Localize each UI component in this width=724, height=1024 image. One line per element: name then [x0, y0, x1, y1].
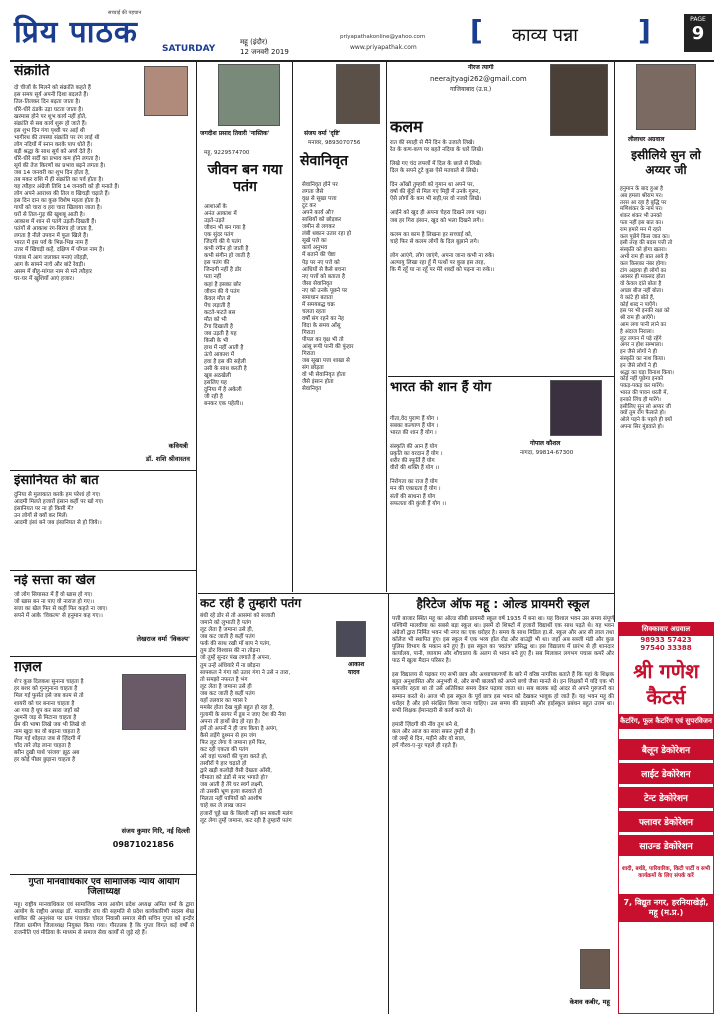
- sevanivrat-location: मनावर, 9893070756: [308, 140, 361, 146]
- sevanivrat-author: संजय वर्मा 'दृष्टि': [304, 130, 341, 137]
- jeevan-article: [200, 64, 290, 592]
- logo: प्रिय पाठक: [14, 15, 138, 50]
- ad-contact-name: सिक्कावार अग्रवाल: [619, 623, 713, 636]
- author-photo: [122, 674, 186, 730]
- sankranti-credit: कवियत्री: [168, 442, 188, 450]
- catering-ad: [618, 622, 714, 1014]
- patang-title: कट रही है तुम्हारी पतंग: [200, 597, 302, 610]
- ghazal-author: संजय कुमार गिरि, नई दिल्ली: [121, 827, 190, 835]
- ad-brand: श्री गणेश कैटर्स: [633, 659, 699, 709]
- ad-line-3: लाईट डेकोरेशन: [619, 763, 713, 784]
- heritage-title: हैरिटेज ऑफ महू : ओल्ड प्रायमरी स्कूल: [416, 597, 590, 611]
- isliye-article: [618, 64, 714, 624]
- ghazal-title: ग़ज़ल: [14, 660, 42, 675]
- kalam-article: [390, 64, 612, 376]
- kalam-body: रात की स्याही से मैंने दिन के उजाले लिखे। रेत के कण-कण पर बहते नदिया के धारे लिखे। लिखे गए चंद लफ्जों में दिल के छाले से लिखे। दिल के सपने टूटे कुछ ऐसे मतवाले से लिखे। दिन आँखों तुम्हारी को गुमान था अपने पर, वर्षा की बूँदों से मिल गए मिट्टी में उनके गुरूर, ऐसे लोगों के कम भी सही,पर वो नजारे लिखे। आईने को खुद ही अपना चेहरा दिखने लगा भद्दा। जब हर गिरा इंसान, खुद को भला दिखने लगे।। कलम का काम है लिखना हर सच्चाई को, चाहे फिर से कलम लोगों के दिल बुझाने लगे। लोग आएंगे, लोग जाएंगे, अपना जाना कभी ना रुके। अल्पायु लिखा रहा हूँ मैं पत्थों पर कुछ इस तरह, कि मैं रहूँ या ना रहूँ पर मेरे शब्दों को पढ़ना ना रुके।।: [390, 140, 495, 273]
- day: SATURDAY: [162, 44, 216, 54]
- gupta-article: [14, 878, 194, 1012]
- isliye-body: हनुमान के बाद हुआ है अब हमला श्रीराम पर। तरस आ रहा है बुद्धि पर मणिशंकर के नाम पर। शंकर शंकर भी उनको पता नहीं इस बात का। राम हमारे मन में रहते कल पूछेंगे किस जात का। इसी तरह की बदस पत्ती तो संस्कृति को होगा खतरा। अभी राम ही बात आये है कल किसका नंबर होगा। टांग अड़ाया ही लोगों का अवसर ही मकसद होता वो केवल दांते बोता है अच्छा बीज नहीं बोता। ये कांटे ही बोते हैं, कोई शब्द न पाएँगे। इस पर भी इनकी रक्षा को श्री राम ही आएँगे। आम लगा पानी लाने का है अंदाज निराला। लुट लगान में पड़े रहेंगे अगर न होश सम्भाला। इन जैसे लोगों ने ही संस्कृति का नाश किया। इन जैसे लोगों ने ही श्रद्धा का घड़ा विनाश किया। कोई नहीं पूछेगा इनको पकड़-पकड़ कर मारेंगे। भारत की पावन धरती में, इनको लिंच ही मारेंगे। इसीलिए सुन लो अय्यर जी क्यों तुम रोग फैलाते हो। ओले पड़ने के पहले ही क्यों अपना सिर मुंडवाते हो।: [620, 186, 674, 430]
- jeevan-title: जीवन बन गया पतंग: [207, 162, 283, 195]
- ad-line-4: टेन्ट डेकोरेशन: [619, 787, 713, 808]
- jeevan-author: जगदीश प्रसाद तिवारी 'नास्तिक': [200, 130, 270, 137]
- page-number-box: PAGE 9: [684, 14, 712, 52]
- sankranti-title: संक्रांति: [14, 64, 50, 79]
- nai-satta-title: नई सत्ता का खेल: [14, 574, 96, 588]
- insaniyat-body: दुनिया से मुलाकात करके हम परेशां हो गए। आदमी मिलते हजारों इंसान कहीं पर खो गए। इंसानियत पर ना हो किसी में? उन लोगों से क्यों कर मिलें। आदमी इंसां बने जब इंसानियत से हो जिये।।: [14, 492, 104, 527]
- author-photo: [636, 64, 696, 130]
- bharat-article: [390, 380, 612, 592]
- date: 12 जनवरी 2019: [240, 48, 289, 56]
- bharat-location: नागदा, 99814-67300: [520, 450, 574, 456]
- kalam-location: गाजियाबाद (उ.प्र.): [450, 86, 492, 93]
- bharat-title: भारत की शान हैं योग: [390, 380, 492, 395]
- ad-phone-2: 97540 33388: [640, 644, 692, 652]
- ad-line-5: फ्लावर डेकोरेशन: [619, 811, 713, 832]
- insaniyat-article: [14, 474, 194, 564]
- tagline: सच्चाई की पहचान: [108, 10, 142, 16]
- jeevan-body: आशाओं के अनंत आकाश में उड़ते-उड़ते जीवन भी बन गया है एक सुंदर पतंग जिंदगी की ये पतंग कभी रंगीन हो जाती है कभी संगीन हो जाती है इस पतंग की जिन्दगी नहीं है डोर पता नहीं कहां है इसका छोर जीवन की ये पतंग केवल मौत से पेंच लड़ाती है कटते-फटते बस मौत को भी टेंगा दिखाती है जब उड़ती है यह किसी के भी हाथ में नहीं आती है ऊंचे आकाश में हवा है इस की सहेली उसी के साथ करती है खूब अठखेली इसलिए यह दुनिया में है अकेली जी रही है बनकर एक पहेली।।: [204, 204, 250, 408]
- ghazal-article: [14, 660, 194, 860]
- bharat-author: गोपाल कौशल: [530, 440, 561, 447]
- kalam-title: कलम: [390, 117, 423, 136]
- ghazal-phone: 09871021856: [112, 840, 174, 849]
- ad-line-7: शादी, बर्थडे, पारिवारिक, किटी पार्टी व सभी कार्यक्रमों के लिए संपर्क करें: [621, 866, 711, 879]
- patang-article: [200, 597, 386, 1015]
- author-photo: [336, 64, 380, 124]
- sevanivrat-body: सेवानिवृत होने पर लगता जैसे वृक्ष से सूखा पत्ता टूट कर अपने कार्य औ? साथियों को छोड़कर जमीन से लगकर लंबी थकान उतार रहा हो सूखे पत्ते का कार्य अनुभव में बताने की चेष्टा पेड़ पर नए पत्ते को आंधियों से कैसे बचना नए पत्तों को बताता है जैसा सेवानिवृत नए को उनके पूछने पर समाधान बताता में समयबद्ध चक्र चलता रहता वर्षों संग रहने का नेह विदा के समय आँसू गिराता पीपल का वृक्ष भी तो आंसू रूपी पानी की फुंहार गिराता जब सूखा पत्ता शाखा से संग छोड़ता वो भी सेवानिवृत होता जैसे इंसान होता सेवानिवृत: [302, 182, 354, 393]
- patang-body: बंधी रहे डोर से तो आसमां को सजाती जमाने को लुभाती है पतंग लूट लेता है जमाना उसे ही, जब कट जाती है कहीं पतंग फर्क की साथ रखी माँ बाप ने पतंग, तुम डोर विश्वास की ना तोड़ना जो तुम्हें सुन्दर पंख लगाते हैं अपना, तुम उन्हें अंधियारे में ना छोड़ना साफ्कल ने गंगा को उतार गंगा ने उसे न तारा, तो समझो नफरत है भंग लूट लेता है जमाना उसे ही जब कट जाती है कहीं पतंग यहाँ तलवार का प्यास रे ममबेर होता देख मुझे बहुत हो रहा है, गुलामी के सागर में डूब न जाए देश की नैया अपना तो हाथों छेद हो रहा है। हमें तो अपनों ने ही जप किया है अपंग, कैसे लड़ेंगे दुश्मन से हम जंग फिर लूट लेगा ये जमाना हमें फिर, कट रही एकता की पतंग अरे वहां पत्थरों की पूजा करते हो, तस्वीरों पे हार चढ़ाते हो द्वारे खड़ी कलोड़ी वैसी देखता आँसी, गौमाता को डंडों से मार भगाते हो? जब आती है तेरे घर स्वर्ग लक्ष्मी, तो उसकी भ्रूण हत्या करवाते हो मिलता नहीं पापियों को आशीष चाहे कर ले लाख जतन हजारों चूहे खा के बिल्ली नहीं बन सकती मलंग लूट लेगा तुम्हें जमाना, कट रही है तुम्हारी पतंग: [200, 613, 293, 824]
- heritage-author: केशव कबीर, महू: [569, 998, 610, 1006]
- section-title-box: [ काव्य पन्ना ]: [470, 16, 670, 52]
- insaniyat-title: इंसानियत की बात: [14, 474, 99, 488]
- nai-satta-body: जो लोग सियासत में हैं वो खास हो गए। जो खास बन ना पाए वो नाराज हो गए।। सत्ता का खेल फिर से कहीं फिर कहते ना जाए। सपने में आके 'विकल्प' से हनुमान कह गए।।: [14, 592, 108, 620]
- ad-phone-1: 98933 57423: [640, 636, 692, 644]
- jeevan-location: महू, 9229574700: [204, 150, 250, 156]
- sankranti-author: डॉ. शशि श्रीवास्तव: [145, 455, 190, 463]
- bharat-body: गीता,वेद पुराण हैं योग । सबका कल्याण हैं योग । भारत की शान हैं योग । संस्कृति की आन हैं योग प्रकृति का वरदान हैं योग । शरीर की स्फूर्ति हैं योग वीरों की शक्ति हैं योग ।। निरोगता का राज हैं योग मन की एकाग्रता हैं योग । संतों की साधना हैं योग सफलता की कुंजी हैं योग ।।: [390, 416, 447, 507]
- website[interactable]: www.priyapathak.com: [350, 44, 417, 51]
- ad-line-2: बैलून डेकोरेशन: [619, 739, 713, 760]
- author-photo: [580, 949, 610, 989]
- kalam-email[interactable]: neerajtyagi262@gmail.com: [430, 75, 527, 83]
- author-photo: [550, 380, 602, 436]
- isliye-author: लीलाधर अग्रवाल: [628, 136, 665, 143]
- author-photo: [144, 66, 188, 116]
- isliye-title: इसीलिये सुन लो अय्यर जी: [631, 148, 701, 177]
- sankranti-article: [14, 64, 194, 469]
- author-photo: [550, 64, 608, 136]
- sevanivrat-title: सेवानिवृत: [300, 153, 349, 169]
- masthead: [10, 8, 714, 58]
- author-photo: [218, 64, 280, 126]
- heritage-article: [392, 597, 614, 1015]
- author-photo: [336, 621, 366, 657]
- ad-address: 7, विद्युत नगर, हरनियाखेड़ी, महू (म.प्र.): [619, 894, 713, 922]
- patang-author: आकाश यादव: [348, 661, 365, 676]
- nai-satta-author: लेखराज वर्मा 'विकल्प': [136, 635, 190, 643]
- sankranti-body: दो चीजों के मिलने को संक्रांति कहते हैं इस समय सूर्य अपनी दिशा बदलते हैं। तिल-तिलकर दिन बढ़ता जाता है। धीरे-धीरे ठंडके उड़ा घटता जाता है। खरमास होने पर शुभ कार्य नहीं होते, संक्रांति से सब कार्य शुरू हो जाते हैं। इस शुभ दिन गंगा पृथ्वी पर आई थी भागीरथ की तपस्या संक्रांति पर रंग लाई थी लोग नदियों में स्नान करके पाप धोते हैं। बड़ी श्रद्धा के साथ सूर्य को अर्घ्य देते हैं। धीरे-धीरे सर्दी का प्रभाव कम होने लगता है। सूर्य की तेज किरणों का प्रभाव बढ़ने लगता है। जब 14 जनवरी का शुभ दिन होता है, तब मकर राशि में ही संक्रांति का पर्व होता है। यह त्यौहार अंग्रेजी तिथि 14 जनवरी को ही मनाते हैं। लोग अपने आराध्य की तिल व खिचड़ी चढ़ाते हैं। इस दिन दान का कुछ विशेष महत्व होता है। गायों को चारा व हरा चारा खिलाया जाता है। घरों से तिल-गुड़ की खुशबू आती है। आकाश में शान से पतंगे उड़ती-दिखती हैं। पतंगों से आकाश रंग-बिरंगा हो जाता है, लगता है नीले उपवन में फूल खिले हैं। भारत में इस पर्व के भिन्न-भिन्न नाम हैं उत्तर में खिचड़ी कहें, दक्षिण में पोंगल नाम है। पंजाब में आग जलाकर मनाएं लोहड़ी, आग के सामने नाचे और बांटे रेवड़ी। असम में बीहू-मांगल नाम से मने त्यौहार घर-घर में खुशियों आएं हजार।: [14, 85, 120, 282]
- place: महू (इंदौर): [240, 38, 268, 46]
- kalam-author: नीरज त्यागी: [468, 64, 494, 71]
- sevanivrat-article: [296, 64, 384, 592]
- nai-satta-article: [14, 574, 194, 652]
- gupta-body: महू। राष्ट्रीय मानवाधिकार एवं सामाजिक न्याय आयोग प्रदेश अध्यक्ष अमित वर्मा के द्वारा आयोग के राष्ट्रीय अध्यक्ष डॉ. मातावीर राय की सहमति से प्रदेश कार्यकारिणी सदस्य शेख शाकिर की अनुशंसा पर ग्राम पंचायत चोरल निवासी समाज सेवी सचिन गुप्ता को इन्दौर जिला ग्रामीण जिलाध्यक्ष नियुक्त किया गया। गौरतलब है कि गुप्ता विगत कई वर्षों से राजनीति एवं मीडिया के माध्यम से समाज सेवा कार्यों से जुड़े रहे हैं।: [14, 901, 194, 936]
- ad-line-6: साउन्ड डेकोरेशन: [619, 835, 713, 856]
- section-title: काव्य पन्ना: [512, 25, 578, 46]
- email[interactable]: priyapathakonline@yahoo.com: [340, 34, 426, 40]
- ad-line-1: कैटरिंग, फूल कैटरिंग एवं सुपरविजन: [619, 714, 713, 729]
- ghazal-body: शे'र कुछ दिलकश सुनाना चाहता है हर बशर को गुनगुनाना चाहता है मिल गई फुर्सत इसे जब काम से तो शायरी को घर बनाना चाहता है आ गया है धूप कर सारा जहाँ को दुश्मनी जड़ से मिटाना चाहता है प्रेम की भाषा लिखे जब भी लिखे वो नाम खुदा का वो बढ़ाना चाहता है मिल गई शोहरत जब से ज़िंदगी में चाँद तारे तोड़ लाना चाहता है बरीन दुखी पार्थ 'संजय' झूठ अब हर कोई पीछा छुड़ाना चाहता है: [14, 679, 86, 763]
- gupta-title: गुप्ता मानवाधिकार एवं सामाजिक न्याय आयोग जिलाध्यक्ष: [28, 878, 180, 897]
- heritage-body: पत्ती बाजार स्थित महू का ओल्ड सीबी प्रायमरी स्कूल वर्ष 1935 में बना था। यह विशाल भवन उस समय संपूर्ण पश्चिमी मालवीया का सबसे बड़ा स्कूल था। इसमें दो शिफ्टों में हजारों विद्यार्थी एक साथ पढ़ते थे। यह भवन अंग्रेजों द्वारा निर्मित भवन भी नगर का एक धरोहर है। समय के साथ मिडिल हा.से. स्कूल और आर सी लाल तथा कॉलेज भी स्थापित हुए। इस स्कूल में एक भव्य हॉल रोड और बाउंड्री भी था। जहाँ अब सब्जी मंडी और कुछ पुलिस विभाग के मकान बने हुए हैं। इस स्कूल का 'स्वतंत्र' प्रसिद्ध था। इस विद्यालय में प्रारंभ से ही शानदार कार्यालय, पानी, व्यायाम और शौचालय के अलग से भवन बने हुए हैं। सब मिलाकर लगभग पचास कमरें और पाठ में खुला मैदान परिसर है। इस विद्यालय से पढ़कर गए सभी छात्र और अध्यापकगणों के बारे में वरिष्ठ नागरिक बताते हैं कि यहां के शिक्षक बहुत अनुशासित और अनुभवी थे, और सभी बालकों को अपने बच्चे जैसा मानते थे। इन शिक्षकों में यदि एक भी कमजोर रहता था तो उसे अतिरिक्त समय देकर पढ़ाया जाता था। सब बालक बड़े आदर से अपने गुरुजनों का सम्मान करते थे। आज भी इस स्कूल के पूर्व छात्र इस भवन को देखकर भावुक हो जाते हैं। यह भवन महू की धरोहर है और इसे संरक्षित किया जाना चाहिए। उस समय की प्राइमरी और हाईस्कूल प्रबंधन बहुत उत्तम था। सभी शिक्षक ईमानदारी से कार्य करते थे। हमारी ज़िंदगी की नींव तुम बने थे, कल और आज का सारा सफ़र तुम्हीं से है। जो लम्हें थे दिन, महीने और वो साल, हमें गौरव-ए-नूर पहले ही रहते हैं।: [392, 616, 614, 749]
